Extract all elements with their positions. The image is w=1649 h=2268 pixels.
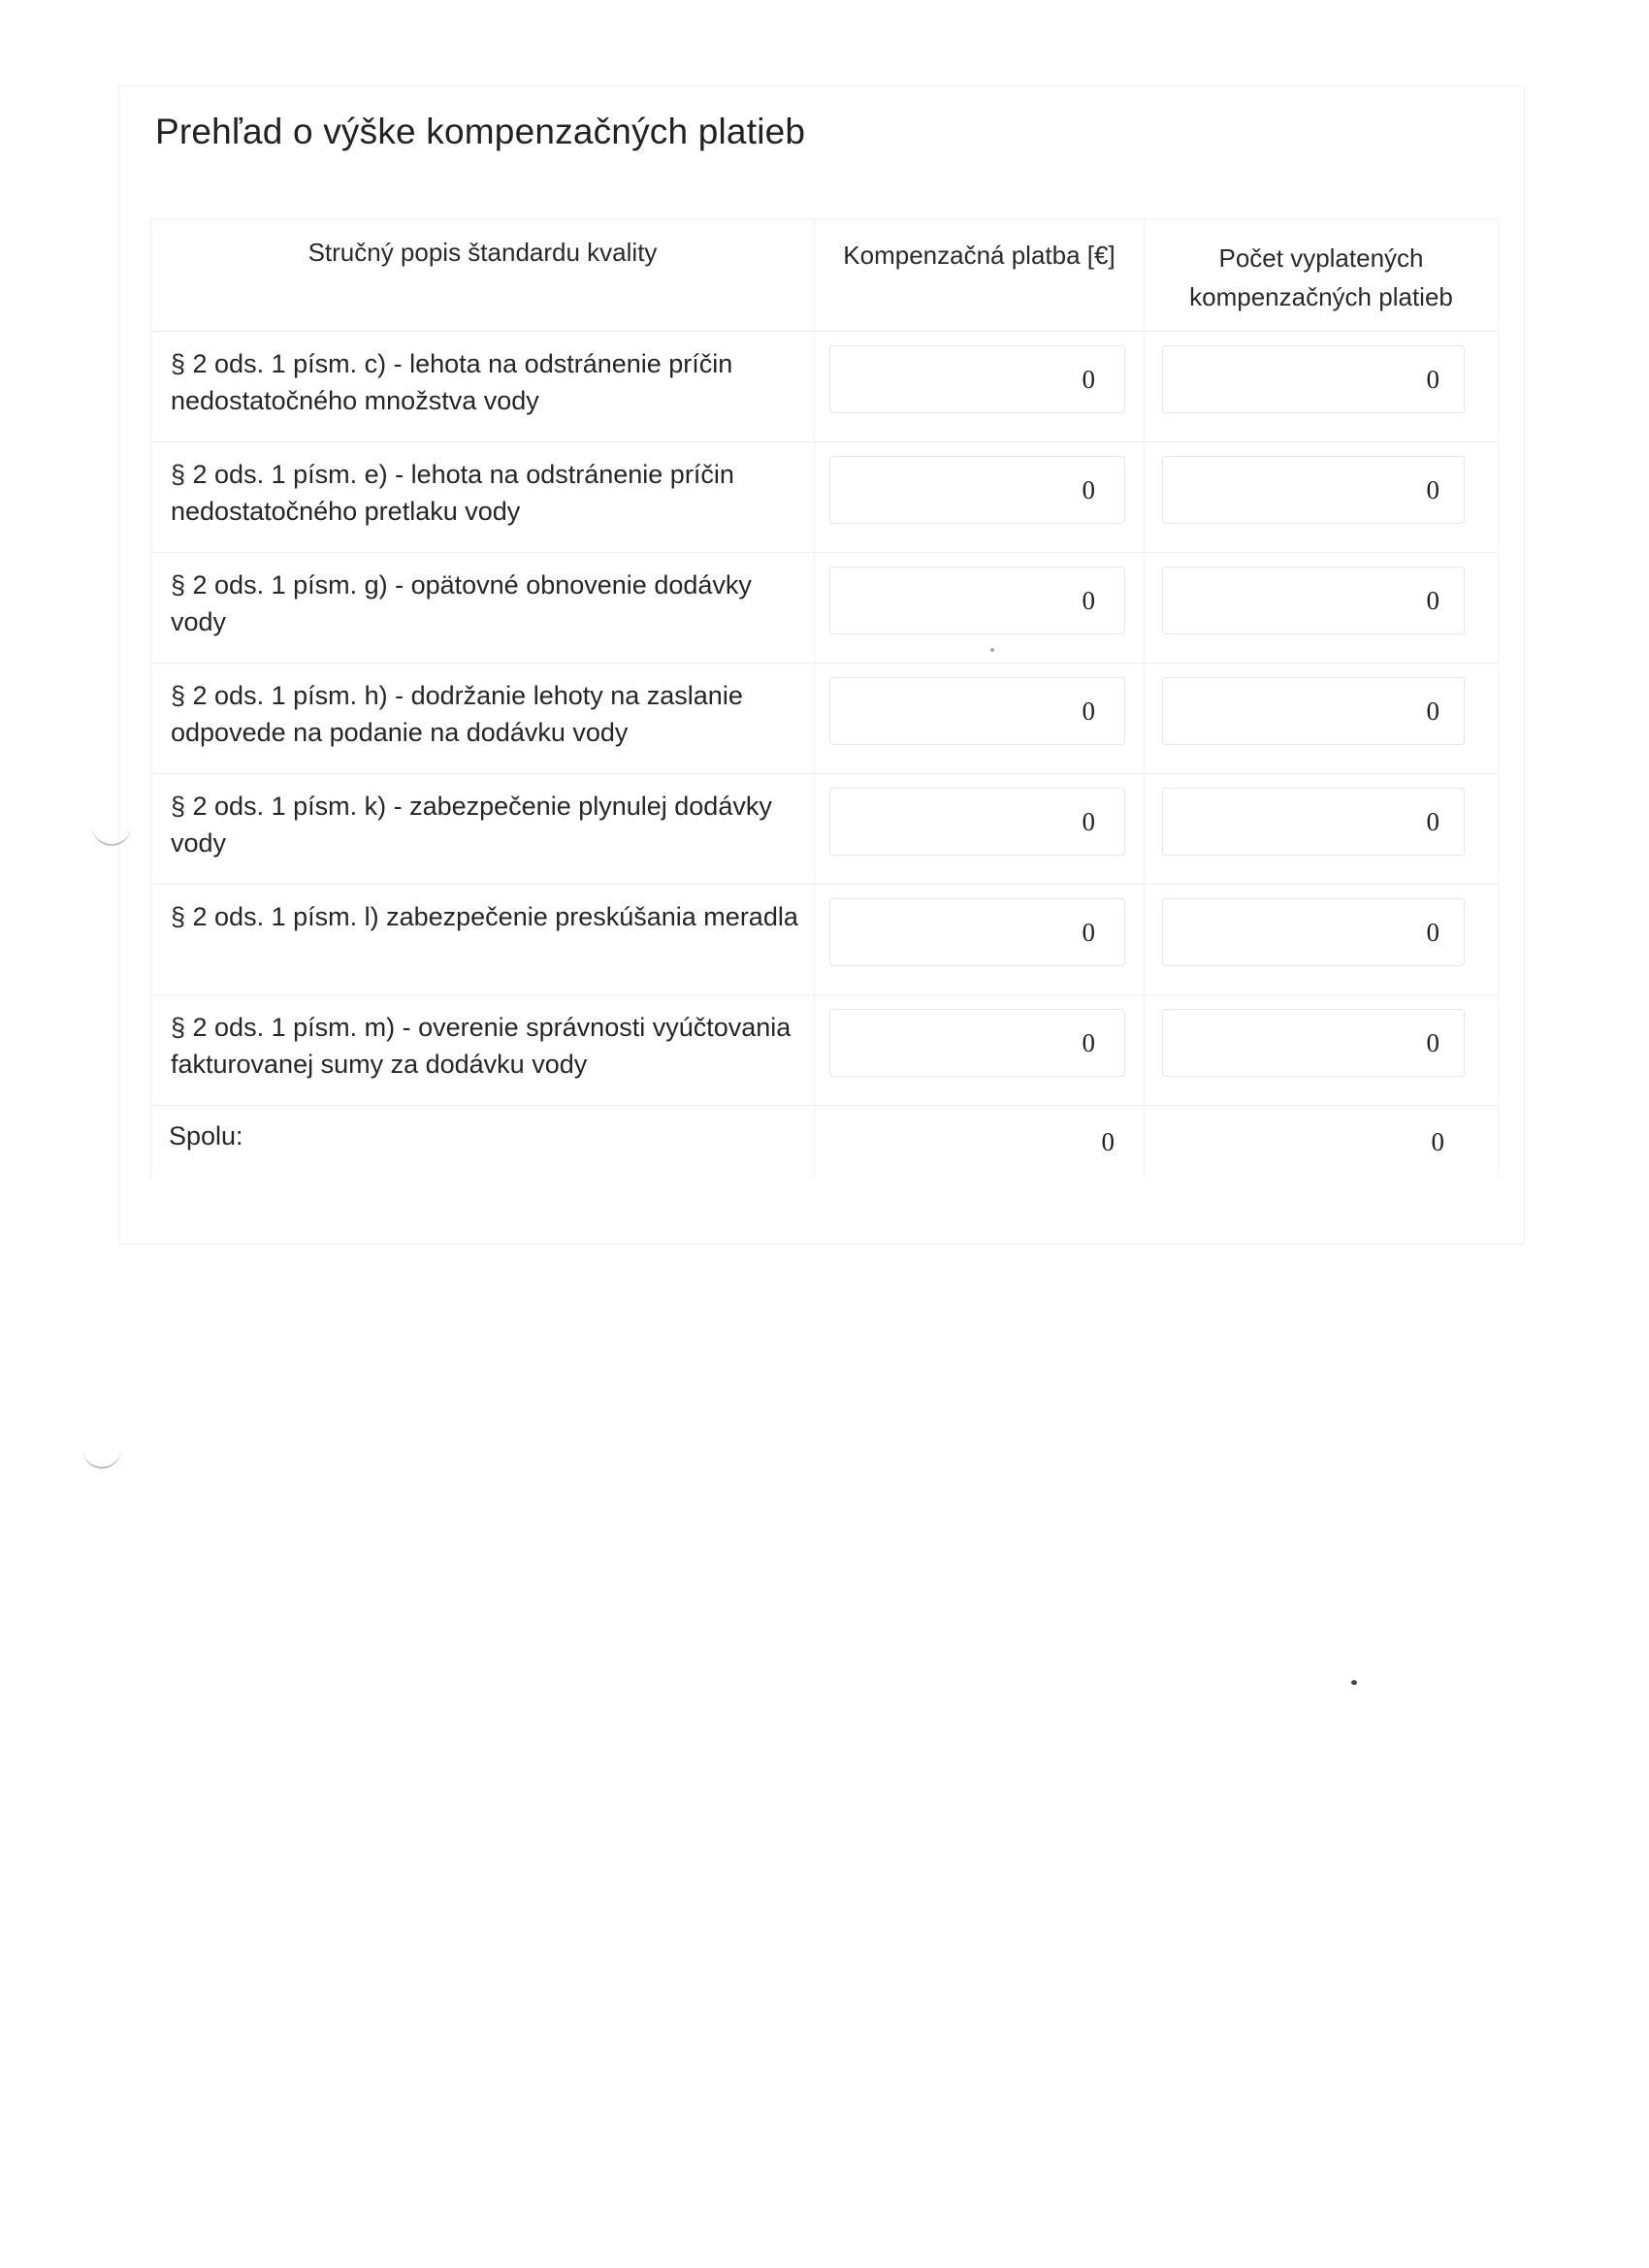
payment-value-field[interactable]: 0 [829,567,1125,634]
row-description: § 2 ods. 1 písm. k) - zabezpečenie plynulej dodávky vody [171,792,772,858]
count-value-field[interactable]: 0 [1162,1009,1465,1077]
table-row [150,664,1499,774]
table-row [150,885,1499,995]
row-count-cell [1145,664,1499,773]
payment-value-field[interactable]: 0 [829,1009,1125,1077]
row-payment-cell [815,995,1145,1105]
row-description: § 2 ods. 1 písm. g) - opätovné obnovenie dodávky vody [171,570,752,636]
page-title: Prehľad o výške kompenzačných platieb [155,112,806,151]
table-row [150,774,1499,885]
row-description: § 2 ods. 1 písm. l) zabezpečenie preskúšania meradla [171,902,798,931]
count-value-field[interactable]: 0 [1162,677,1465,745]
row-payment-cell [815,774,1145,884]
scan-speck [990,648,994,652]
header-description-cell [150,219,815,331]
payment-value-field[interactable]: 0 [829,345,1125,413]
count-value-field[interactable]: 0 [1162,788,1465,856]
header-payment: Kompenzačná platba [€] [843,241,1116,270]
count-value-field[interactable]: 0 [1162,567,1465,634]
table-row [150,442,1499,553]
header-count-cell [1145,219,1499,331]
row-description-cell [150,995,815,1105]
row-description-cell [150,442,815,552]
row-description: § 2 ods. 1 písm. c) - lehota na odstránenie príčin nedostatočného množstva vody [171,349,733,415]
punch-hole-mark [82,1445,121,1469]
row-description-cell [150,332,815,441]
row-payment-cell [815,332,1145,441]
row-description-cell [150,885,815,994]
total-payment-cell [815,1106,1145,1179]
row-count-cell [1145,995,1499,1105]
row-payment-cell [815,664,1145,773]
row-description-cell [150,774,815,884]
payment-value-field[interactable]: 0 [829,898,1125,966]
header-payment-cell [815,219,1145,331]
row-description: § 2 ods. 1 písm. h) - dodržanie lehoty na zaslanie odpovede na podanie na dodávku vody [171,681,743,747]
table-total-row [150,1106,1499,1179]
row-payment-cell [815,885,1145,994]
table-row [150,332,1499,442]
row-payment-cell [815,553,1145,663]
row-count-cell [1145,442,1499,552]
row-count-cell [1145,885,1499,994]
table-row [150,553,1499,664]
count-value-field[interactable]: 0 [1162,898,1465,966]
total-count-value: 0 [1431,1127,1444,1156]
total-label: Spolu: [169,1121,243,1150]
count-value-field[interactable]: 0 [1162,456,1465,524]
row-payment-cell [815,442,1145,552]
compensation-table [150,218,1499,1179]
row-description: § 2 ods. 1 písm. m) - overenie správnosti vyúčtovania fakturovanej sumy za dodávku vody [171,1013,792,1079]
table-row [150,995,1499,1106]
table-header-row [150,218,1499,332]
row-description-cell [150,664,815,773]
total-payment-value: 0 [1101,1127,1115,1156]
payment-value-field[interactable]: 0 [829,456,1125,524]
row-description-cell [150,553,815,663]
count-value-field[interactable]: 0 [1162,345,1465,413]
header-count: Počet vyplatených kompenzačných platieb [1189,243,1453,311]
header-description: Stručný popis štandardu kvality [307,238,658,267]
total-label-cell [150,1106,815,1179]
row-count-cell [1145,774,1499,884]
payment-value-field[interactable]: 0 [829,677,1125,745]
row-description: § 2 ods. 1 písm. e) - lehota na odstránenie príčin nedostatočného pretlaku vody [171,460,734,526]
total-count-cell [1145,1106,1499,1179]
row-count-cell [1145,553,1499,663]
payment-value-field[interactable]: 0 [829,788,1125,856]
row-count-cell [1145,332,1499,441]
scan-speck [1351,1680,1357,1685]
